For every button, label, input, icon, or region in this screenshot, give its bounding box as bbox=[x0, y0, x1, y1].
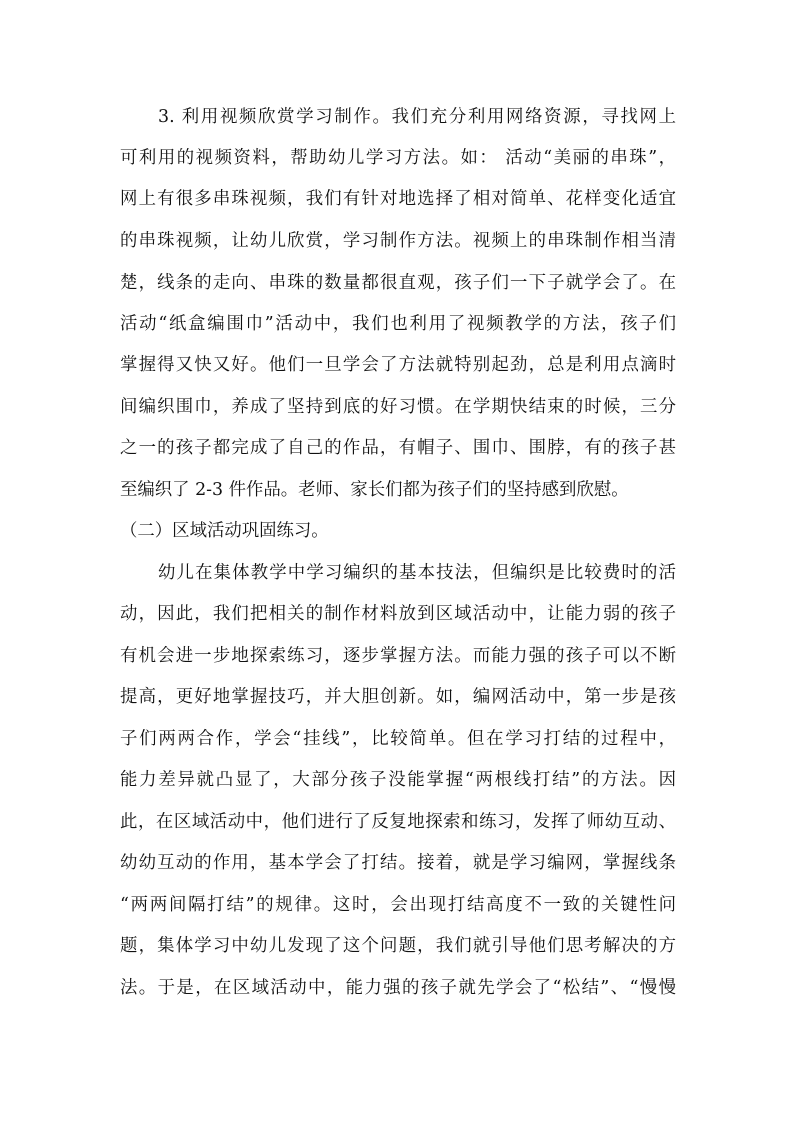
paragraph-2-line-8: 幼幼互动的作用，基本学会了打结。接着，就是学习编网，掌握线条 bbox=[120, 853, 676, 873]
paragraph-2-line-6: 能力差异就凸显了，大部分孩子没能掌握“两根线打结”的方法。因 bbox=[120, 770, 676, 790]
paragraph-1-line-5: 楚，线条的走向、串珠的数量都很直观，孩子们一下子就学会了。在 bbox=[120, 273, 676, 293]
paragraph-2-line-5: 子们两两合作，学会“挂线”，比较简单。但在学习打结的过程中， bbox=[120, 729, 676, 749]
paragraph-2-line-10: 题，集体学习中幼儿发现了这个问题，我们就引导他们思考解决的方 bbox=[120, 936, 676, 956]
paragraph-1-line-8: 间编织围巾，养成了坚持到底的好习惯。在学期快结束的时候，三分 bbox=[120, 397, 676, 417]
paragraph-1-line-9: 之一的孩子都完成了自己的作品，有帽子、围巾、围脖，有的孩子甚 bbox=[120, 438, 676, 458]
paragraph-2-line-11: 法。于是，在区域活动中，能力强的孩子就先学会了“松结”、“慢慢 bbox=[120, 978, 676, 998]
paragraph-1-line-4: 的串珠视频，让幼儿欣赏，学习制作方法。视频上的串珠制作相当清 bbox=[120, 231, 676, 251]
paragraph-1-line-3: 网上有很多串珠视频，我们有针对地选择了相对简单、花样变化适宜 bbox=[120, 189, 676, 209]
paragraph-2-line-3: 有机会进一步地探索练习，逐步掌握方法。而能力强的孩子可以不断 bbox=[120, 646, 676, 666]
paragraph-2-line-1: 幼儿在集体教学中学习编织的基本技法，但编织是比较费时的活 bbox=[158, 563, 676, 583]
paragraph-1-line-6: 活动“纸盒编围巾”活动中，我们也利用了视频教学的方法，孩子们 bbox=[120, 314, 676, 334]
paragraph-2-line-4: 提高，更好地掌握技巧，并大胆创新。如，编网活动中，第一步是孩 bbox=[120, 687, 676, 707]
paragraph-2-line-9: “两两间隔打结”的规律。这时，会出现打结高度不一致的关键性问 bbox=[120, 895, 676, 915]
paragraph-2-line-2: 动，因此，我们把相关的制作材料放到区域活动中，让能力弱的孩子 bbox=[120, 604, 676, 624]
paragraph-1-line-10: 至编织了 2-3 件作品。老师、家长们都为孩子们的坚持感到欣慰。 bbox=[120, 480, 629, 500]
paragraph-1-line-1: 3. 利用视频欣赏学习制作。我们充分利用网络资源，寻找网上 bbox=[158, 107, 676, 127]
paragraph-1-line-2: 可利用的视频资料，帮助幼儿学习方法。如： 活动“美丽的串珠”， bbox=[120, 148, 676, 168]
section-heading: （二）区域活动巩固练习。 bbox=[120, 521, 329, 541]
paragraph-2-line-7: 此，在区域活动中，他们进行了反复地探索和练习，发挥了师幼互动、 bbox=[120, 812, 676, 832]
paragraph-1-line-7: 掌握得又快又好。他们一旦学会了方法就特别起劲，总是利用点滴时 bbox=[120, 355, 676, 375]
